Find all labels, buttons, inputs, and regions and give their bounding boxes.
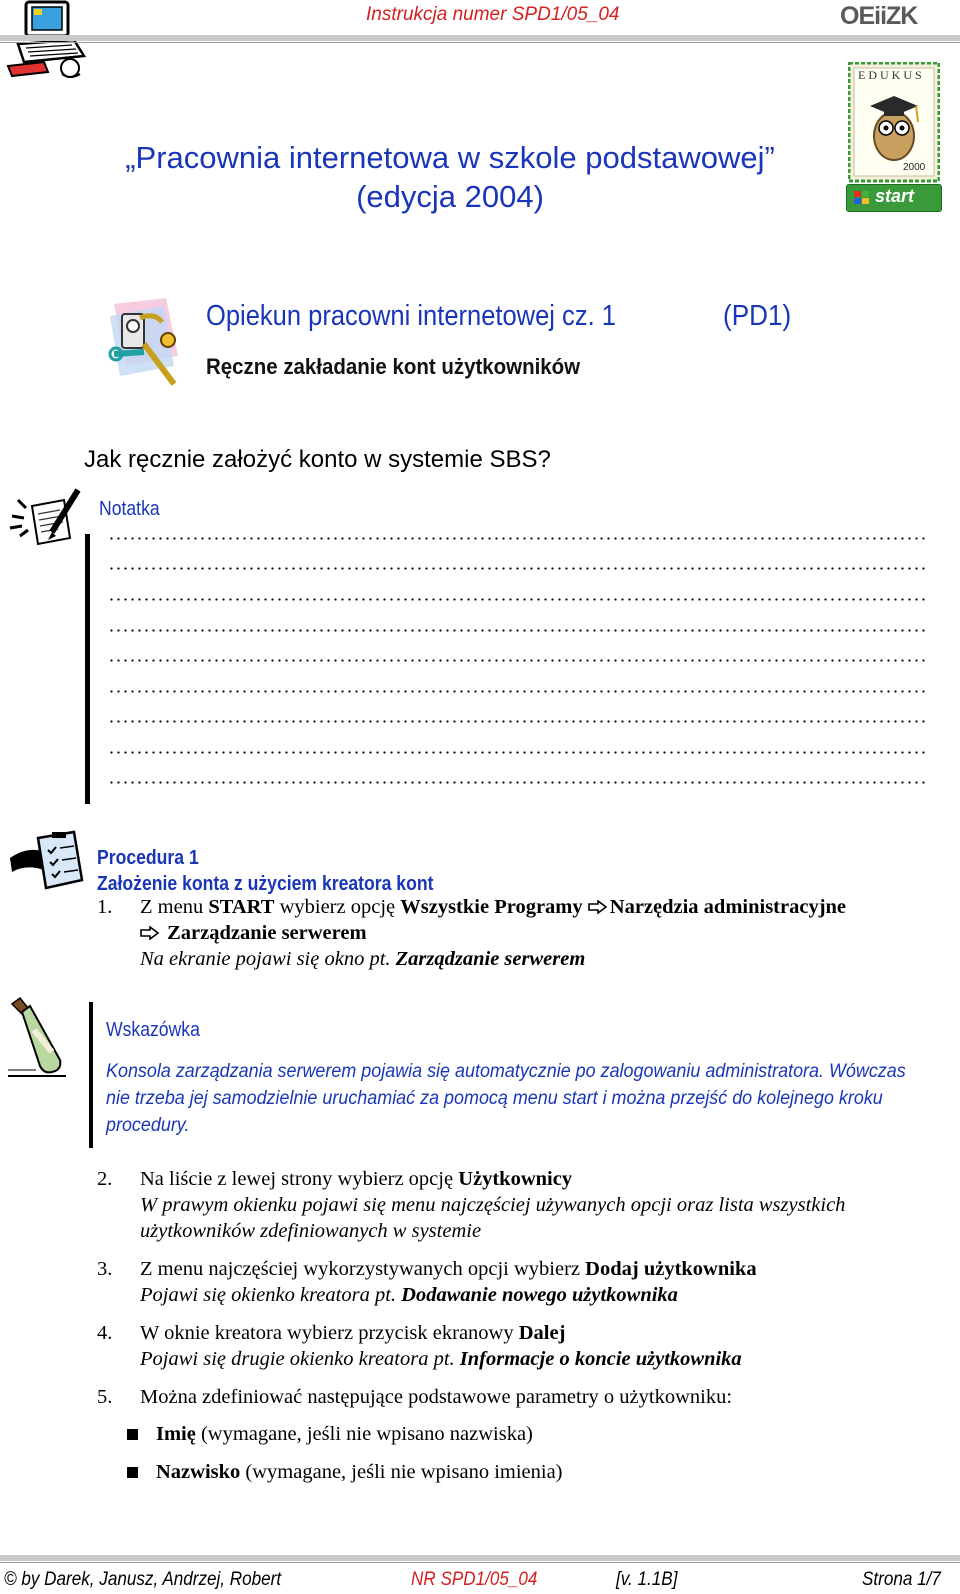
step-result-text: Pojawi się okienko kreatora pt. xyxy=(140,1284,402,1306)
step-instruction xyxy=(140,1320,940,1346)
step-number: 1. xyxy=(97,896,113,918)
step-instruction xyxy=(140,894,940,920)
step-instruction xyxy=(140,1256,940,1282)
step-result-text: Pojawi się drugie okienko kreatora pt. xyxy=(140,1348,460,1370)
note-dotted-line xyxy=(108,720,928,723)
note-dotted-line xyxy=(108,659,928,662)
note-side-bar xyxy=(85,534,90,804)
hint-line: procedury. xyxy=(106,1114,190,1136)
procedure-title: Założenie konta z użyciem kreatora kont xyxy=(97,873,434,895)
menu-server-management-term: Zarządzanie serwerem xyxy=(167,922,367,944)
bullet-term: Nazwisko xyxy=(156,1461,241,1483)
module-subtitle: Ręczne zakładanie kont użytkowników xyxy=(206,354,581,379)
footer-version: [v. 1.1B] xyxy=(616,1569,678,1590)
note-dotted-line xyxy=(108,598,928,601)
step-text: W oknie kreatora wybierz przycisk ekranowy xyxy=(140,1322,519,1344)
oeiizk-logo-text: OEiiZK xyxy=(840,2,918,30)
step-body xyxy=(140,894,940,972)
step-body xyxy=(140,1320,940,1372)
footer-authors: © by Darek, Janusz, Andrzej, Robert xyxy=(4,1569,282,1590)
menu-all-programs-term: Wszystkie Programy xyxy=(400,896,583,918)
edukus-badge-title: EDUKUS xyxy=(858,68,925,82)
bullet-text xyxy=(156,1459,856,1485)
tools-clipart-icon xyxy=(104,296,186,388)
menu-start-term: START xyxy=(208,896,275,918)
hint-line: nie trzeba jej samodzielnie uruchamiać za pomocą menu start i można przejść do kolejnego kroku xyxy=(106,1087,883,1109)
step-result-term: Informacje o koncie użytkownika xyxy=(459,1348,742,1370)
section-question-heading: Jak ręcznie założyć konto w systemie SBS? xyxy=(84,446,551,473)
users-option-term: Użytkownicy xyxy=(458,1168,573,1190)
step-body xyxy=(140,1256,940,1308)
step-body xyxy=(140,1384,940,1410)
note-dotted-line xyxy=(108,781,928,784)
step-instruction-cont xyxy=(140,920,940,946)
bullet-rest: (wymagane, jeśli nie wpisano imienia) xyxy=(240,1461,563,1483)
hint-side-bar xyxy=(89,1002,93,1148)
note-dotted-line xyxy=(108,567,928,570)
step-result: użytkowników zdefiniowanych w systemie xyxy=(140,1220,482,1242)
step-result xyxy=(140,1282,940,1308)
hint-line: Konsola zarządzania serwerem pojawia się automatycznie po zalogowaniu administratora. Wówczas xyxy=(106,1060,906,1082)
step-text: Z menu xyxy=(140,896,209,918)
document-main-title xyxy=(0,138,960,216)
procedure-label: Procedura 1 xyxy=(97,847,199,869)
start-button-label: start xyxy=(875,186,915,206)
step-result-text: Na ekranie pojawi się okno pt. xyxy=(140,948,396,970)
header-rule-line xyxy=(0,42,960,43)
footer-rule-line xyxy=(0,1562,960,1563)
step-body xyxy=(140,1166,940,1244)
computer-clipart-icon xyxy=(4,0,90,82)
hint-label: Wskazówka xyxy=(106,1019,200,1041)
step-number: 5. xyxy=(97,1386,113,1408)
step-number: 4. xyxy=(97,1322,113,1344)
bullet-text xyxy=(156,1421,856,1447)
step-text: wybierz opcję xyxy=(274,896,401,918)
note-label: Notatka xyxy=(99,498,160,520)
arrow-right-icon xyxy=(588,900,608,914)
step-result xyxy=(140,946,940,972)
edukus-badge-year: 2000 xyxy=(903,162,926,173)
step-text: Na liście z lewej strony wybierz opcję xyxy=(140,1168,459,1190)
next-button-term: Dalej xyxy=(518,1322,566,1344)
header-rule xyxy=(0,35,960,41)
step-result-term: Dodawanie nowego użytkownika xyxy=(401,1284,678,1306)
clipboard-checklist-icon xyxy=(8,830,86,894)
message-bottle-icon xyxy=(6,990,68,1082)
note-dotted-line xyxy=(108,537,928,540)
note-dotted-line xyxy=(108,629,928,632)
module-title: Opiekun pracowni internetowej cz. 1 xyxy=(206,300,616,332)
main-title-line-1: „Pracownia internetowa w szkole podstawowej” xyxy=(125,140,775,175)
step-number: 2. xyxy=(97,1168,113,1190)
note-dotted-line xyxy=(108,690,928,693)
step-number: 3. xyxy=(97,1258,113,1280)
bullet-rest: (wymagane, jeśli nie wpisano nazwiska) xyxy=(195,1423,533,1445)
step-instruction xyxy=(140,1166,940,1192)
square-bullet-icon xyxy=(127,1467,138,1478)
arrow-right-icon xyxy=(140,926,160,940)
step-result xyxy=(140,1346,940,1372)
footer-rule xyxy=(0,1555,960,1561)
module-code: (PD1) xyxy=(723,300,792,332)
bullet-term: Imię xyxy=(156,1423,196,1445)
hint-text xyxy=(106,1058,925,1139)
procedure-heading xyxy=(97,845,433,897)
add-user-term: Dodaj użytkownika xyxy=(585,1258,757,1280)
step-text: Z menu najczęściej wykorzystywanych opcji wybierz xyxy=(140,1258,586,1280)
footer-page-number: Strona 1/7 xyxy=(862,1569,941,1590)
footer-document-number: NR SPD1/05_04 xyxy=(411,1569,538,1590)
pen-note-icon xyxy=(8,486,86,558)
step-result: W prawym okienku pojawi się menu najczęściej używanych opcji oraz lista wszystkich xyxy=(140,1194,846,1216)
main-title-line-2: (edycja 2004) xyxy=(356,179,544,214)
step-instruction: Można zdefiniować następujące podstawowe parametry o użytkowniku: xyxy=(140,1386,733,1408)
step-result-term: Zarządzanie serwerem xyxy=(395,948,586,970)
note-dotted-line xyxy=(108,751,928,754)
instruction-number-header: Instrukcja numer SPD1/05_04 xyxy=(366,4,620,25)
oeiizk-logo xyxy=(840,2,944,32)
menu-admin-tools-term: Narzędzia administracyjne xyxy=(609,896,847,918)
square-bullet-icon xyxy=(127,1429,138,1440)
